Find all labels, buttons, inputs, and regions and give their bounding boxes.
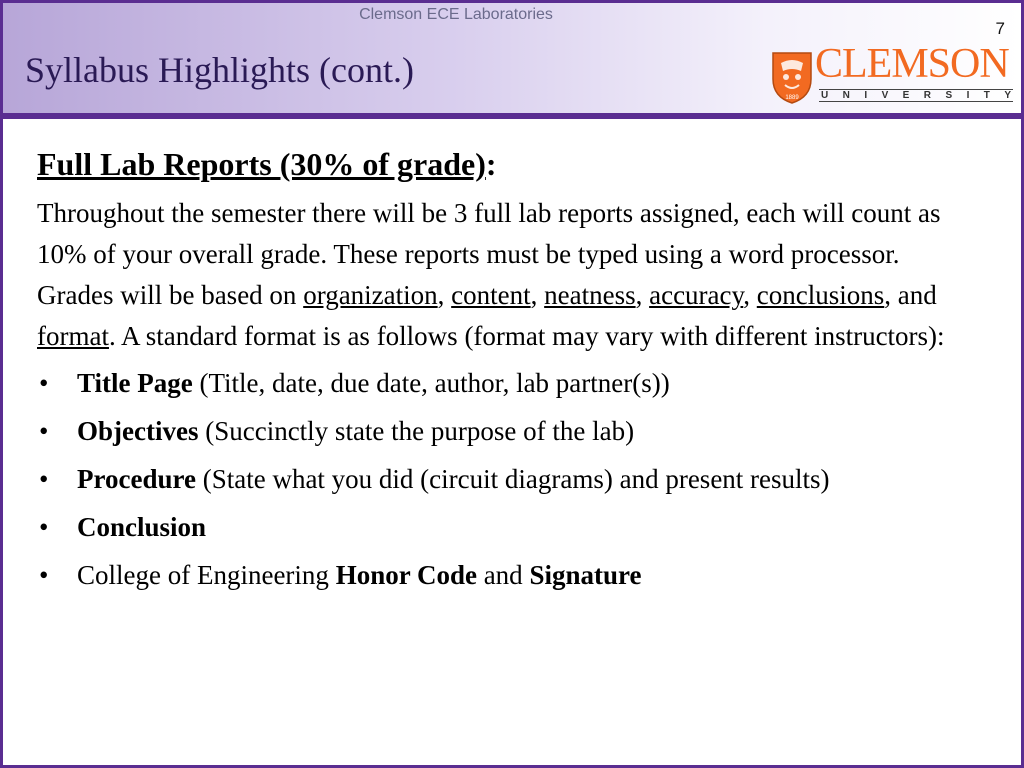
item-text: (Title, date, due date, author, lab partner(s)) [192,368,670,399]
header-divider [3,113,1021,119]
criterion-organization: organization [303,280,438,311]
logo-subtitle-letter: T [983,90,990,101]
logo-subtitle-letter: U [821,90,829,101]
list-item [37,459,977,500]
item-title: Conclusion [77,512,207,543]
para-sep: , and [884,280,937,311]
header-band [3,3,1021,113]
para-text: Throughout the semester there will be 3 full lab reports assigned, each will count as 10% of your overall grade. These reports must be typed using a word processor. Grades will be based on [37,198,941,311]
tiger-paw-shield-icon [769,49,815,105]
item-title: Objectives [77,416,199,447]
org-label: Clemson ECE Laboratories [359,6,553,23]
logo-subtitle-letter: I [864,90,868,101]
para-sep: , [635,280,650,311]
list-item [37,555,977,596]
para-sep: , [743,280,757,311]
bullet-icon: • [39,512,49,543]
bullet-icon: • [39,560,49,591]
logo-subtitle-letter: R [923,90,932,101]
list-item [37,411,977,452]
description-paragraph [37,193,977,357]
item-title: Honor Code [335,560,477,591]
criterion-accuracy: accuracy [649,280,744,311]
logo-subtitle-letter: E [902,90,910,101]
section-heading [37,145,977,183]
item-title: Signature [529,560,642,591]
item-text: (Succinctly state the purpose of the lab) [198,416,635,447]
clemson-logo [765,41,1017,109]
slide-title: Syllabus Highlights (cont.) [25,50,414,90]
section-heading-colon: : [485,146,497,182]
list-item [37,363,977,404]
para-sep: , [530,280,545,311]
item-title: Title Page [77,368,193,399]
item-text: College of Engineering [77,560,336,591]
list-item [37,507,977,548]
report-format-list [37,363,977,596]
para-text: . A standard format is as follows (format may vary with different instructors): [108,321,945,352]
logo-year: 1889 [785,95,799,101]
item-text: (State what you did (circuit diagrams) and present results) [195,464,830,495]
bullet-icon: • [39,368,49,399]
bullet-icon: • [39,416,49,447]
slide-number: 7 [995,19,1005,38]
bullet-icon: • [39,464,49,495]
logo-subtitle-letter: Y [1004,90,1011,101]
item-text: and [476,560,530,591]
criterion-neatness: neatness [544,280,636,311]
logo-wordmark: CLEMSON [815,41,1009,87]
logo-subtitle [819,89,1013,102]
logo-subtitle-letter: S [945,90,953,101]
para-sep: , [437,280,452,311]
logo-subtitle-letter: N [842,90,850,101]
logo-subtitle-letter: V [881,90,889,101]
criterion-conclusions: conclusions [756,280,885,311]
slide-content [37,145,977,603]
section-heading-text: Full Lab Reports (30% of grade) [37,146,486,182]
criterion-content: content [451,280,531,311]
item-title: Procedure [77,464,196,495]
logo-subtitle-letter: I [966,90,970,101]
criterion-format: format [37,321,109,352]
